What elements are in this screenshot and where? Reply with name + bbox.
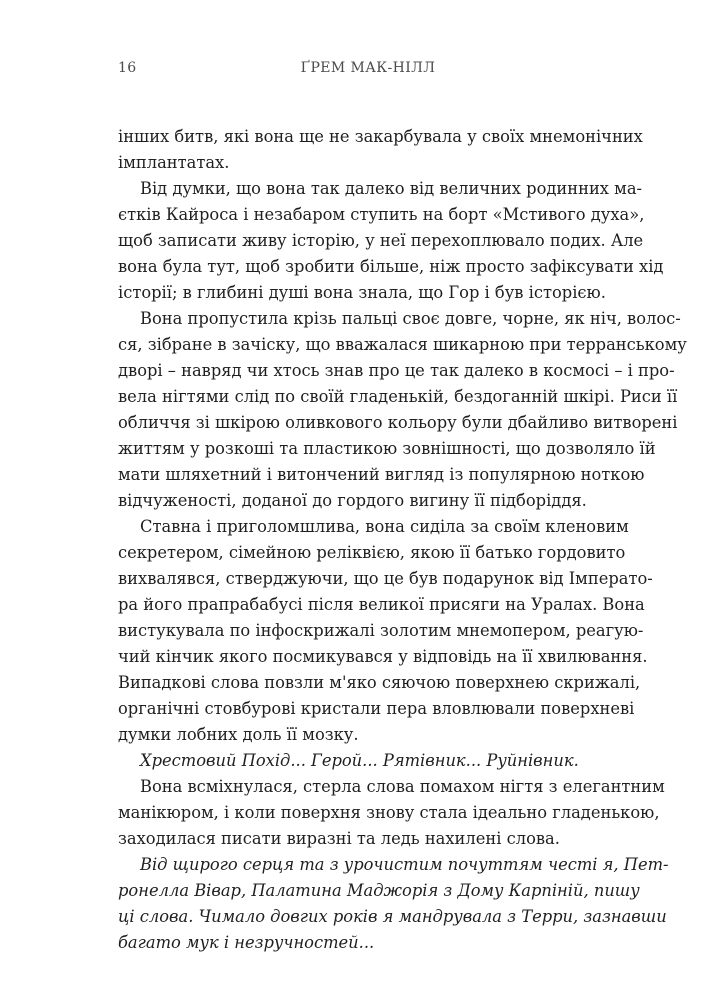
- text-line: обличчя зі шкірою оливкового кольору були дбайливо витворені: [118, 413, 678, 432]
- text-line: Від щирого серця та з урочистим почуттям честі я, Пет-: [140, 855, 669, 874]
- text-line: Хрестовий Похід... Герой... Рятівник... Руйнівник.: [140, 751, 579, 770]
- text-line: імплантатах.: [118, 153, 230, 172]
- text-line: думки лобних доль її мозку.: [118, 725, 359, 744]
- body-text: [118, 124, 687, 956]
- text-line: вона була тут, щоб зробити більше, ніж просто зафіксувати хід: [118, 257, 664, 276]
- text-line: вистукувала по інфоскрижалі золотим мнемопером, реагую-: [118, 621, 644, 640]
- text-line: чий кінчик якого посмикувався у відповідь на її хвилювання.: [118, 647, 648, 666]
- text-line: ра його прапрабабусі після великої присяги на Уралах. Вона: [118, 595, 645, 614]
- text-line: історії; в глибині душі вона знала, що Гор і був історією.: [118, 283, 606, 302]
- text-line: Від думки, що вона так далеко від величних родинних ма-: [140, 179, 643, 198]
- text-line: манікюром, і коли поверхня знову стала ідеально гладенькою,: [118, 803, 660, 822]
- text-line: Вона пропустила крізь пальці своє довге, чорне, як ніч, волос-: [140, 309, 681, 328]
- text-line: Ставна і приголомшлива, вона сиділа за своїм кленовим: [140, 517, 629, 536]
- text-line: єтків Кайроса і незабаром ступить на борт «Мстивого духа»,: [118, 205, 645, 224]
- running-title: ҐРЕМ МАК-НІЛЛ: [300, 60, 436, 76]
- text-line: багато мук і незручностей...: [118, 933, 375, 952]
- page-header: [118, 60, 618, 80]
- text-line: ся, зібране в зачіску, що вважалася шикарною при терранському: [118, 335, 687, 354]
- text-line: органічні стовбурові кристали пера вловлювали поверхневі: [118, 699, 635, 718]
- text-line: дворі – навряд чи хтось знав про це так далеко в космосі – і про-: [118, 361, 675, 380]
- text-line: Вона всміхнулася, стерла слова помахом нігтя з елегантним: [140, 777, 665, 796]
- text-line: життям у розкоші та пластикою зовнішності, що дозволяло їй: [118, 439, 656, 458]
- page-number: 16: [118, 60, 137, 76]
- text-line: відчуженості, доданої до гордого вигину її підборіддя.: [118, 491, 587, 510]
- text-line: вихвалявся, стверджуючи, що це був подарунок від Імперато-: [118, 569, 653, 588]
- text-line: щоб записати живу історію, у неї перехоплювало подих. Але: [118, 231, 644, 250]
- text-line: вела нігтями слід по своїй гладенькій, бездоганній шкірі. Риси її: [118, 387, 678, 406]
- text-line: заходилася писати виразні та ледь нахилені слова.: [118, 829, 560, 848]
- text-line: секретером, сімейною реліквією, якою її батько гордовито: [118, 543, 626, 562]
- text-line: Випадкові слова повзли м'яко сяючою поверхнею скрижалі,: [118, 673, 641, 692]
- text-line: інших битв, які вона ще не закарбувала у своїх мнемонічних: [118, 127, 643, 146]
- text-line: ці слова. Чимало довгих років я мандрувала з Терри, зазнавши: [118, 907, 667, 926]
- text-line: мати шляхетний і витончений вигляд із популярною ноткою: [118, 465, 645, 484]
- text-line: ронелла Вівар, Палатина Маджорія з Дому Карпіній, пишу: [118, 881, 640, 900]
